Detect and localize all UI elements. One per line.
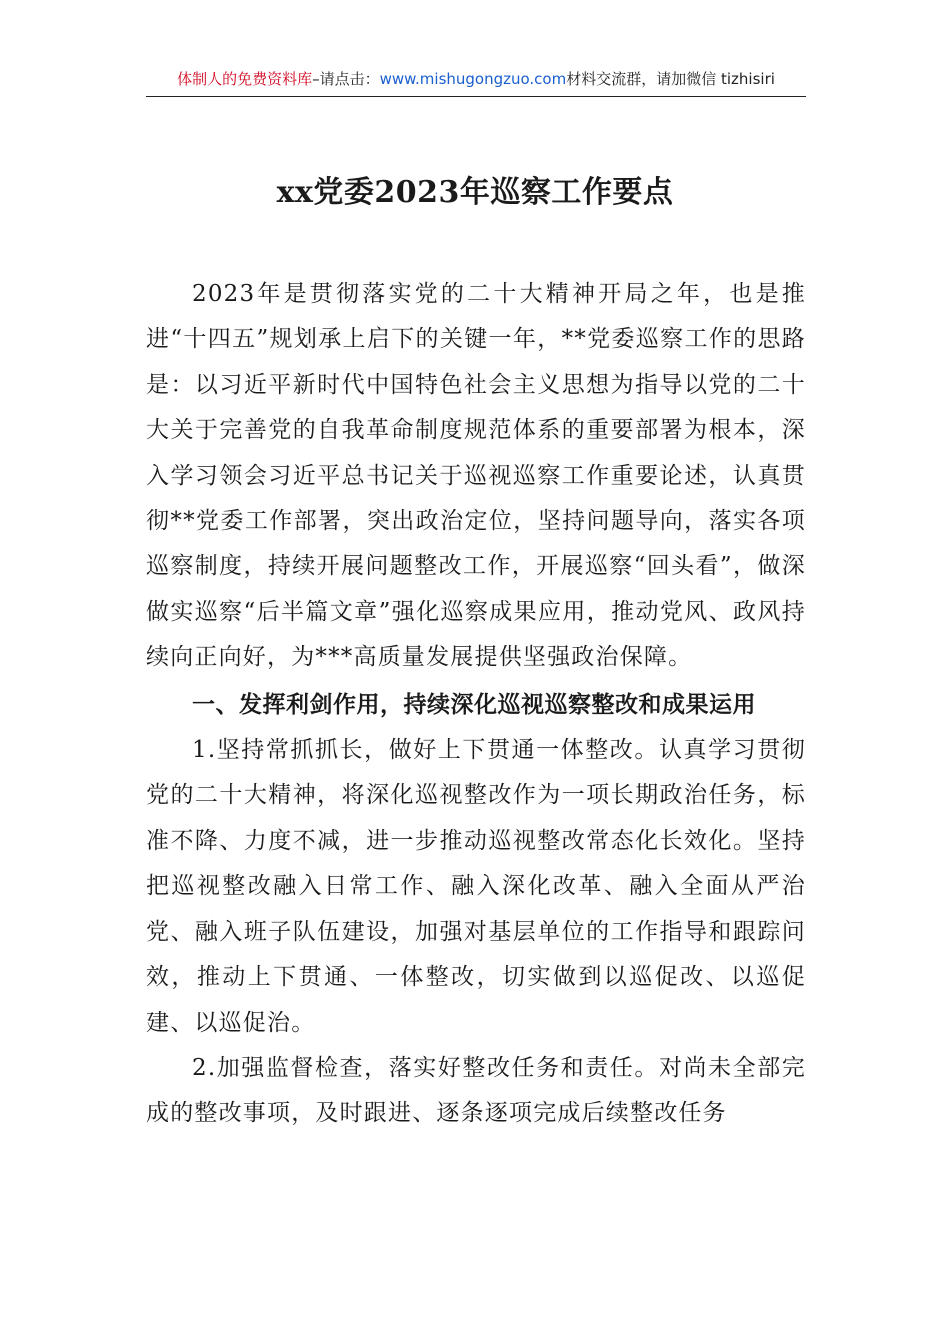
section-heading-1: 一、发挥利剑作用，持续深化巡视巡察整改和成果运用 xyxy=(192,691,756,718)
header-prompt: –请点击： xyxy=(312,70,380,88)
item-paragraph-2: 2.加强监督检查，落实好整改任务和责任。对尚未全部完成的整改事项，及时跟进、逐条逐项完成后续整改任务 xyxy=(146,1054,806,1127)
intro-paragraph: 2023年是贯彻落实党的二十大精神开局之年，也是推进“十四五”规划承上启下的关键一年，**党委巡察工作的思路是：以习近平新时代中国特色社会主义思想为指导以党的二十大关于完善党的自我革命制度规范体系的重要部署为根本，深入学习领会习近平总书记关于巡视巡察工作重要论述，认真贯彻**党委工作部署，突出政治定位，坚持问题导向，落实各项巡察制度，持续开展问题整改工作，开展巡察“回头看”，做深做实巡察“后半篇文章”强化巡察成果应用，推动党风、政风持续向正向好，为***高质量发展提供坚强政治保障。 xyxy=(146,281,806,671)
document-body xyxy=(146,272,806,1137)
header-contact: 材料交流群，请加微信 tizhisiri xyxy=(566,70,775,88)
header-site-name: 体制人的免费资料库 xyxy=(177,70,313,88)
document-title: xx党委2023年巡察工作要点 xyxy=(276,175,674,210)
header-url-link[interactable]: www.mishugongzuo.com xyxy=(379,70,567,88)
item-paragraph-1: 1.坚持常抓抓长，做好上下贯通一体整改。认真学习贯彻党的二十大精神，将深化巡视整改作为一项长期政治任务，标准不降、力度不减，进一步推动巡视整改常态化长效化。坚持把巡视整改融入日常工作、融入深化改革、融入全面从严治党、融入班子队伍建设，加强对基层单位的工作指导和跟踪问效，推动上下贯通、一体整改，切实做到以巡促改、以巡促建、以巡促治。 xyxy=(146,737,806,1036)
page-header xyxy=(146,66,806,97)
